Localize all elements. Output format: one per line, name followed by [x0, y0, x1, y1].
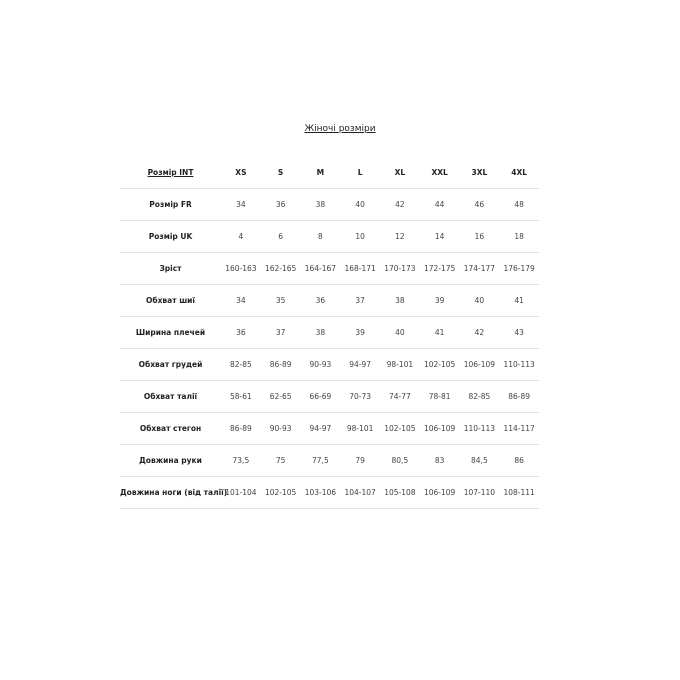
value-cell: 80,5	[380, 445, 420, 477]
value-cell: 4	[221, 221, 261, 253]
value-cell: 42	[460, 317, 500, 349]
value-cell: 74-77	[380, 381, 420, 413]
row-label-cell: Розмір FR	[120, 189, 221, 221]
value-cell: 83	[420, 445, 460, 477]
row-label-cell: Обхват стегон	[120, 413, 221, 445]
header-size-cell: XL	[380, 156, 420, 189]
value-cell: 160-163	[221, 253, 261, 285]
header-size-cell: S	[261, 156, 301, 189]
value-cell: 44	[420, 189, 460, 221]
table-row	[120, 477, 539, 509]
value-cell: 168-171	[340, 253, 380, 285]
value-cell: 62-65	[261, 381, 301, 413]
page-title: Жіночі розміри	[304, 124, 376, 134]
value-cell: 10	[340, 221, 380, 253]
value-cell: 174-177	[460, 253, 500, 285]
value-cell: 170-173	[380, 253, 420, 285]
value-cell: 98-101	[340, 413, 380, 445]
value-cell: 36	[221, 317, 261, 349]
value-cell: 106-109	[420, 477, 460, 509]
value-cell: 38	[380, 285, 420, 317]
value-cell: 94-97	[301, 413, 341, 445]
value-cell: 75	[261, 445, 301, 477]
row-label-cell: Обхват талії	[120, 381, 221, 413]
value-cell: 48	[499, 189, 539, 221]
table-row	[120, 317, 539, 349]
value-cell: 101-104	[221, 477, 261, 509]
value-cell: 18	[499, 221, 539, 253]
value-cell: 78-81	[420, 381, 460, 413]
table-body	[120, 156, 539, 509]
value-cell: 90-93	[261, 413, 301, 445]
value-cell: 36	[261, 189, 301, 221]
header-size-cell: 4XL	[499, 156, 539, 189]
value-cell: 108-111	[499, 477, 539, 509]
row-label-cell: Ширина плечей	[120, 317, 221, 349]
table-row	[120, 285, 539, 317]
value-cell: 42	[380, 189, 420, 221]
value-cell: 46	[460, 189, 500, 221]
value-cell: 82-85	[221, 349, 261, 381]
size-chart-table	[120, 156, 539, 509]
value-cell: 102-105	[261, 477, 301, 509]
value-cell: 104-107	[340, 477, 380, 509]
header-label-cell: Розмір INT	[120, 156, 221, 189]
value-cell: 176-179	[499, 253, 539, 285]
row-label-cell: Обхват шиї	[120, 285, 221, 317]
value-cell: 98-101	[380, 349, 420, 381]
row-label-cell: Розмір UK	[120, 221, 221, 253]
value-cell: 94-97	[340, 349, 380, 381]
value-cell: 84,5	[460, 445, 500, 477]
value-cell: 41	[499, 285, 539, 317]
row-label-cell: Обхват грудей	[120, 349, 221, 381]
row-label-cell: Зріст	[120, 253, 221, 285]
row-label-cell: Довжина ноги (від талії)	[120, 477, 221, 509]
value-cell: 73,5	[221, 445, 261, 477]
table-row	[120, 349, 539, 381]
value-cell: 34	[221, 189, 261, 221]
value-cell: 38	[301, 317, 341, 349]
value-cell: 86-89	[221, 413, 261, 445]
table-row	[120, 381, 539, 413]
value-cell: 79	[340, 445, 380, 477]
value-cell: 36	[301, 285, 341, 317]
header-size-cell: M	[301, 156, 341, 189]
value-cell: 77,5	[301, 445, 341, 477]
value-cell: 58-61	[221, 381, 261, 413]
value-cell: 86-89	[261, 349, 301, 381]
row-label-cell: Довжина руки	[120, 445, 221, 477]
value-cell: 103-106	[301, 477, 341, 509]
value-cell: 34	[221, 285, 261, 317]
value-cell: 14	[420, 221, 460, 253]
value-cell: 106-109	[460, 349, 500, 381]
value-cell: 86	[499, 445, 539, 477]
value-cell: 114-117	[499, 413, 539, 445]
value-cell: 35	[261, 285, 301, 317]
header-size-cell: L	[340, 156, 380, 189]
value-cell: 70-73	[340, 381, 380, 413]
header-row	[120, 156, 539, 189]
value-cell: 41	[420, 317, 460, 349]
value-cell: 37	[340, 285, 380, 317]
value-cell: 39	[340, 317, 380, 349]
value-cell: 164-167	[301, 253, 341, 285]
value-cell: 39	[420, 285, 460, 317]
value-cell: 102-105	[380, 413, 420, 445]
table-row	[120, 221, 539, 253]
header-size-cell: 3XL	[460, 156, 500, 189]
value-cell: 106-109	[420, 413, 460, 445]
value-cell: 82-85	[460, 381, 500, 413]
table-row	[120, 189, 539, 221]
value-cell: 40	[380, 317, 420, 349]
value-cell: 12	[380, 221, 420, 253]
header-size-cell: XS	[221, 156, 261, 189]
value-cell: 90-93	[301, 349, 341, 381]
value-cell: 40	[340, 189, 380, 221]
table-row	[120, 413, 539, 445]
value-cell: 105-108	[380, 477, 420, 509]
value-cell: 102-105	[420, 349, 460, 381]
value-cell: 86-89	[499, 381, 539, 413]
table-row	[120, 253, 539, 285]
value-cell: 43	[499, 317, 539, 349]
value-cell: 8	[301, 221, 341, 253]
value-cell: 16	[460, 221, 500, 253]
value-cell: 107-110	[460, 477, 500, 509]
value-cell: 6	[261, 221, 301, 253]
table-row	[120, 445, 539, 477]
value-cell: 110-113	[460, 413, 500, 445]
value-cell: 38	[301, 189, 341, 221]
value-cell: 37	[261, 317, 301, 349]
value-cell: 110-113	[499, 349, 539, 381]
value-cell: 172-175	[420, 253, 460, 285]
value-cell: 162-165	[261, 253, 301, 285]
header-size-cell: XXL	[420, 156, 460, 189]
value-cell: 66-69	[301, 381, 341, 413]
value-cell: 40	[460, 285, 500, 317]
